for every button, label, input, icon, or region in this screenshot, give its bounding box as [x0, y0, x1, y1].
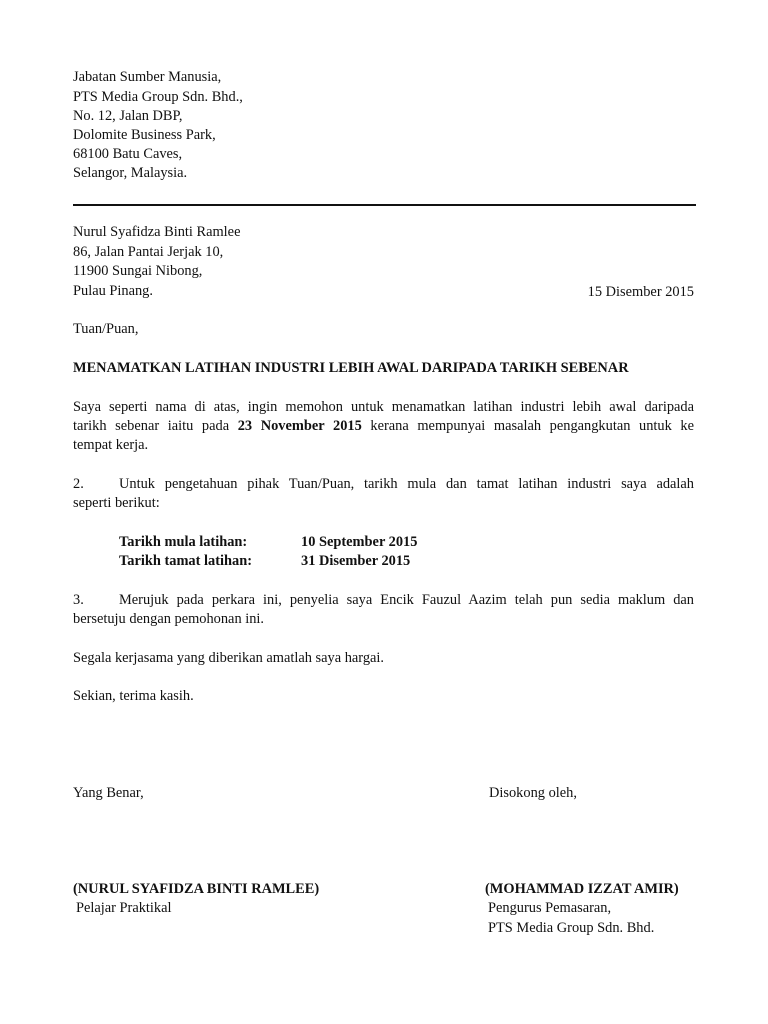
- paragraph-1-line: [73, 417, 694, 436]
- paragraph-2-line: seperti berikut:: [73, 495, 160, 511]
- signature-right-title: Pengurus Pemasaran,: [488, 900, 612, 916]
- paragraph-1-text: tarikh sebenar iaitu pada: [73, 418, 238, 434]
- signature-left-name: (NURUL SYAFIDZA BINTI RAMLEE): [73, 881, 320, 897]
- signature-right-name: (MOHAMMAD IZZAT AMIR): [485, 881, 679, 897]
- paragraph-1-line: tempat kerja.: [73, 437, 149, 453]
- paragraph-number: 3.: [73, 592, 84, 608]
- start-date-value: 10 September 2015: [301, 534, 418, 550]
- sender-address-line: Selangor, Malaysia.: [73, 165, 188, 181]
- sender-address-line: PTS Media Group Sdn. Bhd.,: [73, 89, 243, 105]
- signature-left-header: Yang Benar,: [73, 785, 144, 801]
- recipient-address-line: 86, Jalan Pantai Jerjak 10,: [73, 244, 224, 260]
- closing-line: Sekian, terima kasih.: [73, 688, 194, 704]
- paragraph-1-line: Saya seperti nama di atas, ingin memohon untuk menamatkan latihan industri lebih awal daripada: [73, 399, 694, 415]
- paragraph-number: 2.: [73, 476, 84, 492]
- end-date-label: Tarikh tamat latihan:: [119, 553, 253, 569]
- paragraph-2-text: Untuk pengetahuan pihak Tuan/Puan, tarikh mula dan tamat latihan industri saya adalah: [119, 476, 694, 492]
- signature-right-header: Disokong oleh,: [489, 785, 577, 801]
- end-date-value: 31 Disember 2015: [301, 553, 411, 569]
- paragraph-3: [73, 591, 694, 629]
- signature-left-title: Pelajar Praktikal: [76, 900, 172, 916]
- sender-address-line: Dolomite Business Park,: [73, 127, 216, 143]
- paragraph-4: Segala kerjasama yang diberikan amatlah saya hargai.: [73, 650, 385, 666]
- paragraph-2: [73, 475, 694, 513]
- start-date-label: Tarikh mula latihan:: [119, 534, 248, 550]
- recipient-address-line: Pulau Pinang.: [73, 283, 153, 299]
- sender-address-line: No. 12, Jalan DBP,: [73, 108, 183, 124]
- letter-date: 15 Disember 2015: [587, 284, 694, 300]
- paragraph-3-line: [73, 591, 694, 610]
- sender-address-line: 68100 Batu Caves,: [73, 146, 183, 162]
- subject-heading: MENAMATKAN LATIHAN INDUSTRI LEBIH AWAL DARIPADA TARIKH SEBENAR: [73, 360, 629, 376]
- recipient-address-line: Nurul Syafidza Binti Ramlee: [73, 224, 241, 240]
- paragraph-3-text: Merujuk pada perkara ini, penyelia saya Encik Fauzul Aazim telah pun sedia maklum dan: [119, 592, 694, 608]
- paragraph-1: [73, 398, 694, 455]
- paragraph-1-text: kerana mempunyai masalah pengangkutan untuk ke: [361, 418, 694, 434]
- end-date-highlight: 23 November 2015: [237, 418, 362, 434]
- signature-right-company: PTS Media Group Sdn. Bhd.: [488, 920, 655, 936]
- paragraph-2-line: [73, 475, 694, 494]
- divider-line: [73, 204, 696, 206]
- recipient-address-line: 11900 Sungai Nibong,: [73, 263, 203, 279]
- sender-address-line: Jabatan Sumber Manusia,: [73, 69, 222, 85]
- paragraph-3-line: bersetuju dengan pemohonan ini.: [73, 611, 265, 627]
- salutation: Tuan/Puan,: [73, 321, 139, 337]
